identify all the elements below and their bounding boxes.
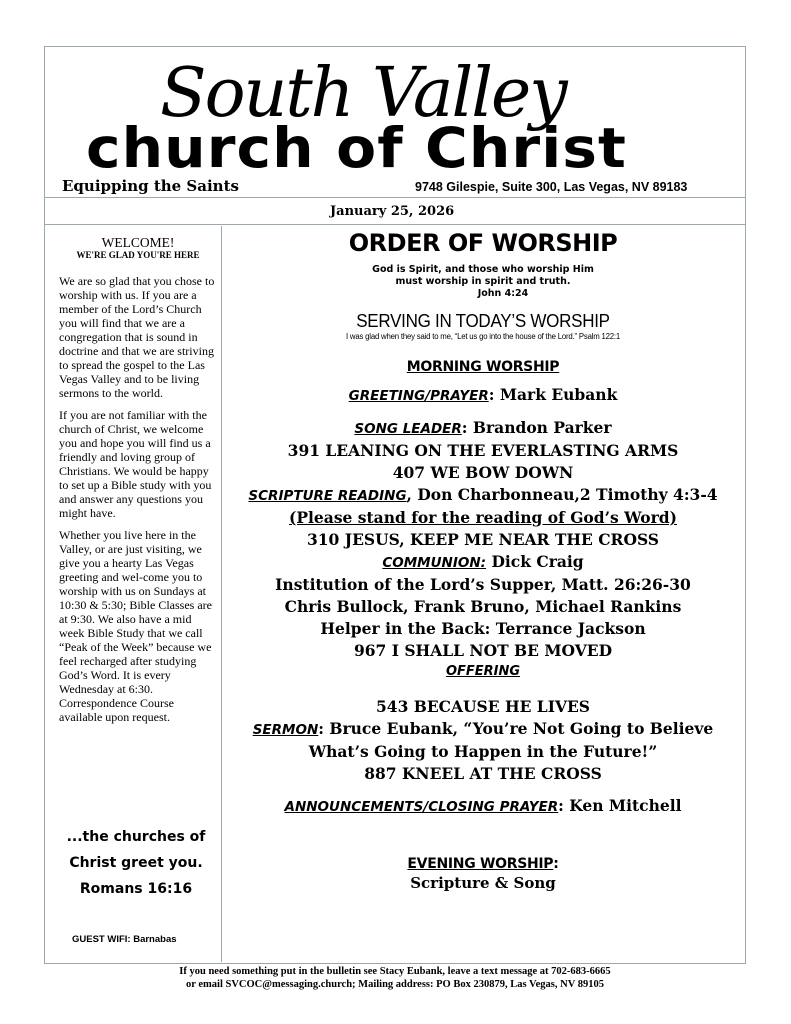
evening-colon: : (553, 856, 559, 872)
address: 9748 Gilespie, Suite 300, Las Vegas, NV 89183 (415, 180, 688, 194)
footer (44, 965, 746, 991)
verse-line: God is Spirit, and those who worship Him (372, 264, 594, 275)
song: 310 JESUS, KEEP ME NEAR THE CROSS (306, 530, 659, 549)
sermon-text: : Bruce Eubank, “You’re Not Going to Believe (318, 719, 714, 738)
song-leader-label: SONG LEADER (354, 421, 462, 437)
welcome-title: WELCOME! (101, 235, 175, 250)
serving-subtitle: I was glad when they said to me, “Let us go into the house of the Lord.” Psalm 122:1 (345, 332, 621, 341)
song: 543 BECAUSE HE LIVES (376, 697, 590, 716)
greeting-verse (52, 824, 220, 902)
closing-prayer (222, 795, 744, 818)
closing-label: ANNOUNCEMENTS/CLOSING PRAYER (284, 799, 559, 815)
bulletin-date: January 25, 2026 (330, 204, 455, 219)
greeting-name: : Mark Eubank (488, 385, 618, 404)
communion-name: Dick Craig (486, 552, 584, 571)
greeting-label: GREETING/PRAYER (348, 388, 489, 404)
evening-worship-title (222, 856, 744, 872)
song: 407 WE BOW DOWN (392, 463, 574, 482)
greeting-prayer (222, 384, 744, 407)
verse-line: must worship in spirit and truth. (395, 276, 571, 287)
closing-name: : Ken Mitchell (558, 796, 682, 815)
order-of-worship (222, 224, 744, 894)
evening-title: EVENING WORSHIP (407, 856, 554, 872)
song: 967 I SHALL NOT BE MOVED (353, 641, 613, 660)
greet-line: Christ greet you. (69, 855, 203, 871)
sidebar (59, 236, 217, 732)
scripture-reading (222, 484, 744, 507)
footer-line: or email SVCOC@messaging.church; Mailing address: PO Box 230879, Las Vegas, NV 89105 (186, 979, 604, 990)
song: 887 KNEEL AT THE CROSS (364, 764, 602, 783)
helper: Helper in the Back: Terrance Jackson (320, 619, 646, 638)
welcome-paragraph: If you are not familiar with the church of Christ, we welcome you and hope you will find us a friendly and loving group of Christians. We would be happy to set up a Bible study with you and answer any questions you might have. (59, 408, 212, 520)
page-title: ORDER OF WORSHIP (348, 229, 618, 257)
morning-worship-title: MORNING WORSHIP (406, 359, 560, 375)
sermon-title-cont: What’s Going to Happen in the Future!” (308, 742, 658, 761)
logo-script-text: South Valley (160, 54, 566, 133)
song: 391 LEANING ON THE EVERLASTING ARMS (287, 441, 679, 460)
greet-line: ...the churches of (66, 829, 206, 845)
serving-title: SERVING IN TODAY’S WORSHIP (356, 310, 610, 331)
sermon (222, 718, 744, 741)
footer-line: If you need something put in the bulletin see Stacy Eubank, leave a text message at 702-683-6665 (179, 966, 611, 977)
logo-main: church of Christ (86, 116, 627, 180)
sermon-label: SERMON (252, 722, 319, 738)
communion-label: COMMUNION: (382, 555, 487, 571)
stand-note: (Please stand for the reading of God’s Word) (289, 508, 677, 527)
scripture-text: , Don Charbonneau,2 Timothy 4:3-4 (406, 485, 718, 504)
scripture-label: SCRIPTURE READING (248, 488, 407, 504)
verse-reference: John 4:24 (477, 288, 529, 299)
song-leader-name: : Brandon Parker (461, 418, 612, 437)
communion (222, 551, 744, 574)
welcome-paragraph: We are so glad that you chose to worship with us. If you are a member of the Lord’s Church you will find that we are a congregation that is sound in doctrine and that we are striving to spread the gospel to the Las Vegas Valley and to be living sermons to the world. (59, 274, 215, 400)
welcome-paragraph: Whether you live here in the Valley, or are just visiting, we give you a hearty Las Vegas greeting and wel-come you to worship with us on Sundays at 10:30 & 5:30; Bible Classes are at 9:30. We also have a mid week Bible Study that we call “Peak of the Week” because we feel recharged after studying God’s Word. It is every Wednesday at 6:30. (59, 528, 212, 696)
greet-reference: Romans 16:16 (79, 881, 193, 897)
welcome-paragraph: Correspondence Course available upon request. (59, 696, 174, 724)
header-divider (44, 197, 746, 198)
verse (222, 264, 744, 300)
lords-supper: Institution of the Lord’s Supper, Matt. 26:26-30 (275, 575, 691, 594)
tagline: Equipping the Saints (62, 177, 239, 195)
offering: OFFERING (445, 664, 521, 679)
song-leader (222, 417, 744, 440)
servers: Chris Bullock, Frank Bruno, Michael Rankins (284, 597, 682, 616)
welcome-subtitle: WE'RE GLAD YOU'RE HERE (76, 250, 200, 260)
guest-wifi: GUEST WIFI: Barnabas (72, 934, 177, 945)
evening-text: Scripture & Song (410, 874, 556, 892)
